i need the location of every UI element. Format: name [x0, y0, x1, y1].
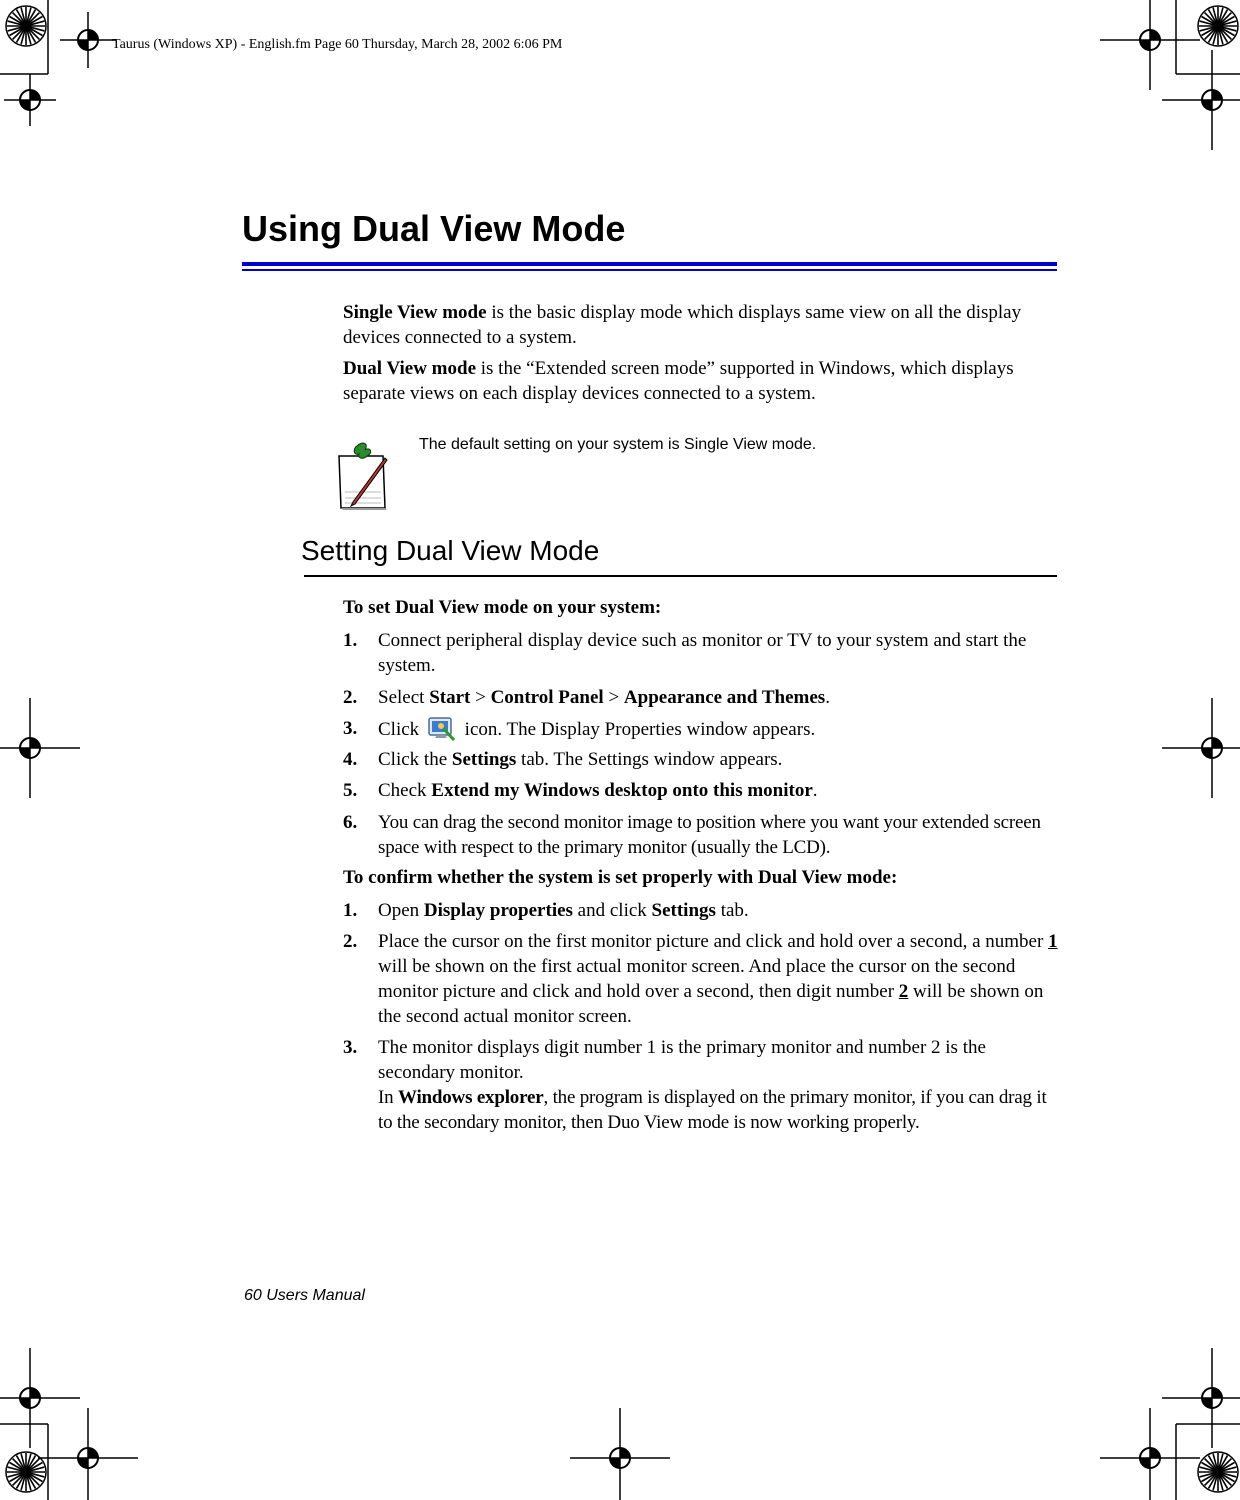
procedure-title-set: To set Dual View mode on your system:: [343, 597, 662, 618]
menu-path-start: Start: [429, 687, 471, 708]
step-fragment: will be shown on the second actual monitor screen.: [378, 981, 1044, 1027]
settings-tab-label: Settings: [451, 749, 517, 770]
step-number: 2.: [343, 687, 358, 708]
monitor-number-1: 1: [1048, 931, 1058, 952]
page-title: Using Dual View Mode: [242, 208, 626, 249]
step-text: [378, 898, 1058, 923]
term-dual-view: Dual View mode: [343, 358, 476, 379]
step-fragment: and click: [572, 900, 652, 921]
step-fragment: Click the: [378, 749, 452, 770]
step-number: 2.: [343, 931, 358, 952]
step-text: [378, 1035, 1058, 1135]
step-text: [378, 716, 1058, 742]
step-text: [378, 747, 1058, 772]
page-footer: [244, 1287, 365, 1305]
section-rule: [304, 575, 1057, 577]
step-number: 4.: [343, 749, 358, 770]
step-fragment: >: [603, 687, 624, 708]
step-text: [378, 685, 1058, 710]
step-number: 1.: [343, 630, 358, 651]
title-rule: [242, 262, 1057, 266]
step-number: 5.: [343, 780, 358, 801]
step-text: [378, 778, 1058, 803]
note-pen-icon: [333, 436, 393, 512]
step-fragment: will be shown on the first actual monitor screen. And place the cursor on the second monitor picture and click and hold over a second, then digit number: [378, 956, 1016, 1002]
display-properties-label: Display properties: [423, 900, 573, 921]
monitor-number-2: 2: [898, 981, 909, 1002]
step-text: [378, 929, 1058, 1029]
step-fragment: Click: [378, 719, 424, 740]
note-text: The default setting on your system is Single View mode.: [419, 436, 817, 453]
term-single-view: Single View mode: [343, 302, 487, 323]
display-properties-icon: [427, 716, 457, 742]
menu-path-appearance-themes: Appearance and Themes: [623, 687, 826, 708]
intro-p1-text: is the basic display mode which displays same view on all the display devices connected to a system.: [343, 302, 1022, 348]
step-text: Connect peripheral display device such as monitor or TV to your system and start the system.: [378, 630, 1027, 676]
step-fragment: Select: [378, 687, 430, 708]
intro-p2-text: is the “Extended screen mode” supported in Windows, which displays separate views on each display devices connected to a system.: [343, 358, 1014, 404]
step-fragment: >: [470, 687, 491, 708]
step-fragment: icon. The Display Properties window appears.: [459, 719, 816, 740]
section-title: Setting Dual View Mode: [301, 535, 600, 566]
manual-label: Users Manual: [266, 1287, 365, 1304]
step-fragment: Place the cursor on the first monitor picture and click and hold over a second, a number: [378, 931, 1049, 952]
windows-explorer-label: Windows explorer: [397, 1087, 544, 1108]
page-number: 60: [244, 1287, 262, 1304]
step-text: You can drag the second monitor image to position where you want your extended screen space with respect to the primary monitor (usually the LCD).: [378, 812, 1041, 858]
intro-paragraph-dual-view: [343, 356, 1055, 406]
settings-tab-label: Settings: [651, 900, 716, 921]
step-fragment: In: [378, 1087, 398, 1108]
step-number: 1.: [343, 900, 358, 921]
step-number: 6.: [343, 812, 358, 833]
step-fragment: , the program is displayed on the primary monitor, if you can drag it to the secondary monitor, then Duo View mode is now working properly.: [378, 1087, 1047, 1133]
step-fragment: tab.: [715, 900, 749, 921]
step-fragment: .: [825, 687, 830, 708]
step-number: 3.: [343, 1037, 358, 1058]
intro-paragraph-single-view: [343, 300, 1055, 350]
step-fragment: Check: [378, 780, 432, 801]
step-fragment: Open: [378, 900, 424, 921]
procedure-title-confirm: To confirm whether the system is set properly with Dual View mode:: [343, 867, 898, 888]
step-fragment: tab. The Settings window appears.: [516, 749, 783, 770]
step-line: The monitor displays digit number 1 is the primary monitor and number 2 is the secondary monitor.: [378, 1037, 986, 1083]
print-header-line: Taurus (Windows XP) - English.fm Page 60 Thursday, March 28, 2002 6:06 PM: [112, 37, 563, 52]
step-line: [378, 1085, 1058, 1135]
menu-path-control-panel: Control Panel: [490, 687, 604, 708]
step-number: 3.: [343, 718, 358, 739]
step-fragment: .: [812, 780, 818, 801]
title-rule-thin: [242, 269, 1057, 271]
extend-desktop-option-label: Extend my Windows desktop onto this monitor: [431, 780, 813, 801]
